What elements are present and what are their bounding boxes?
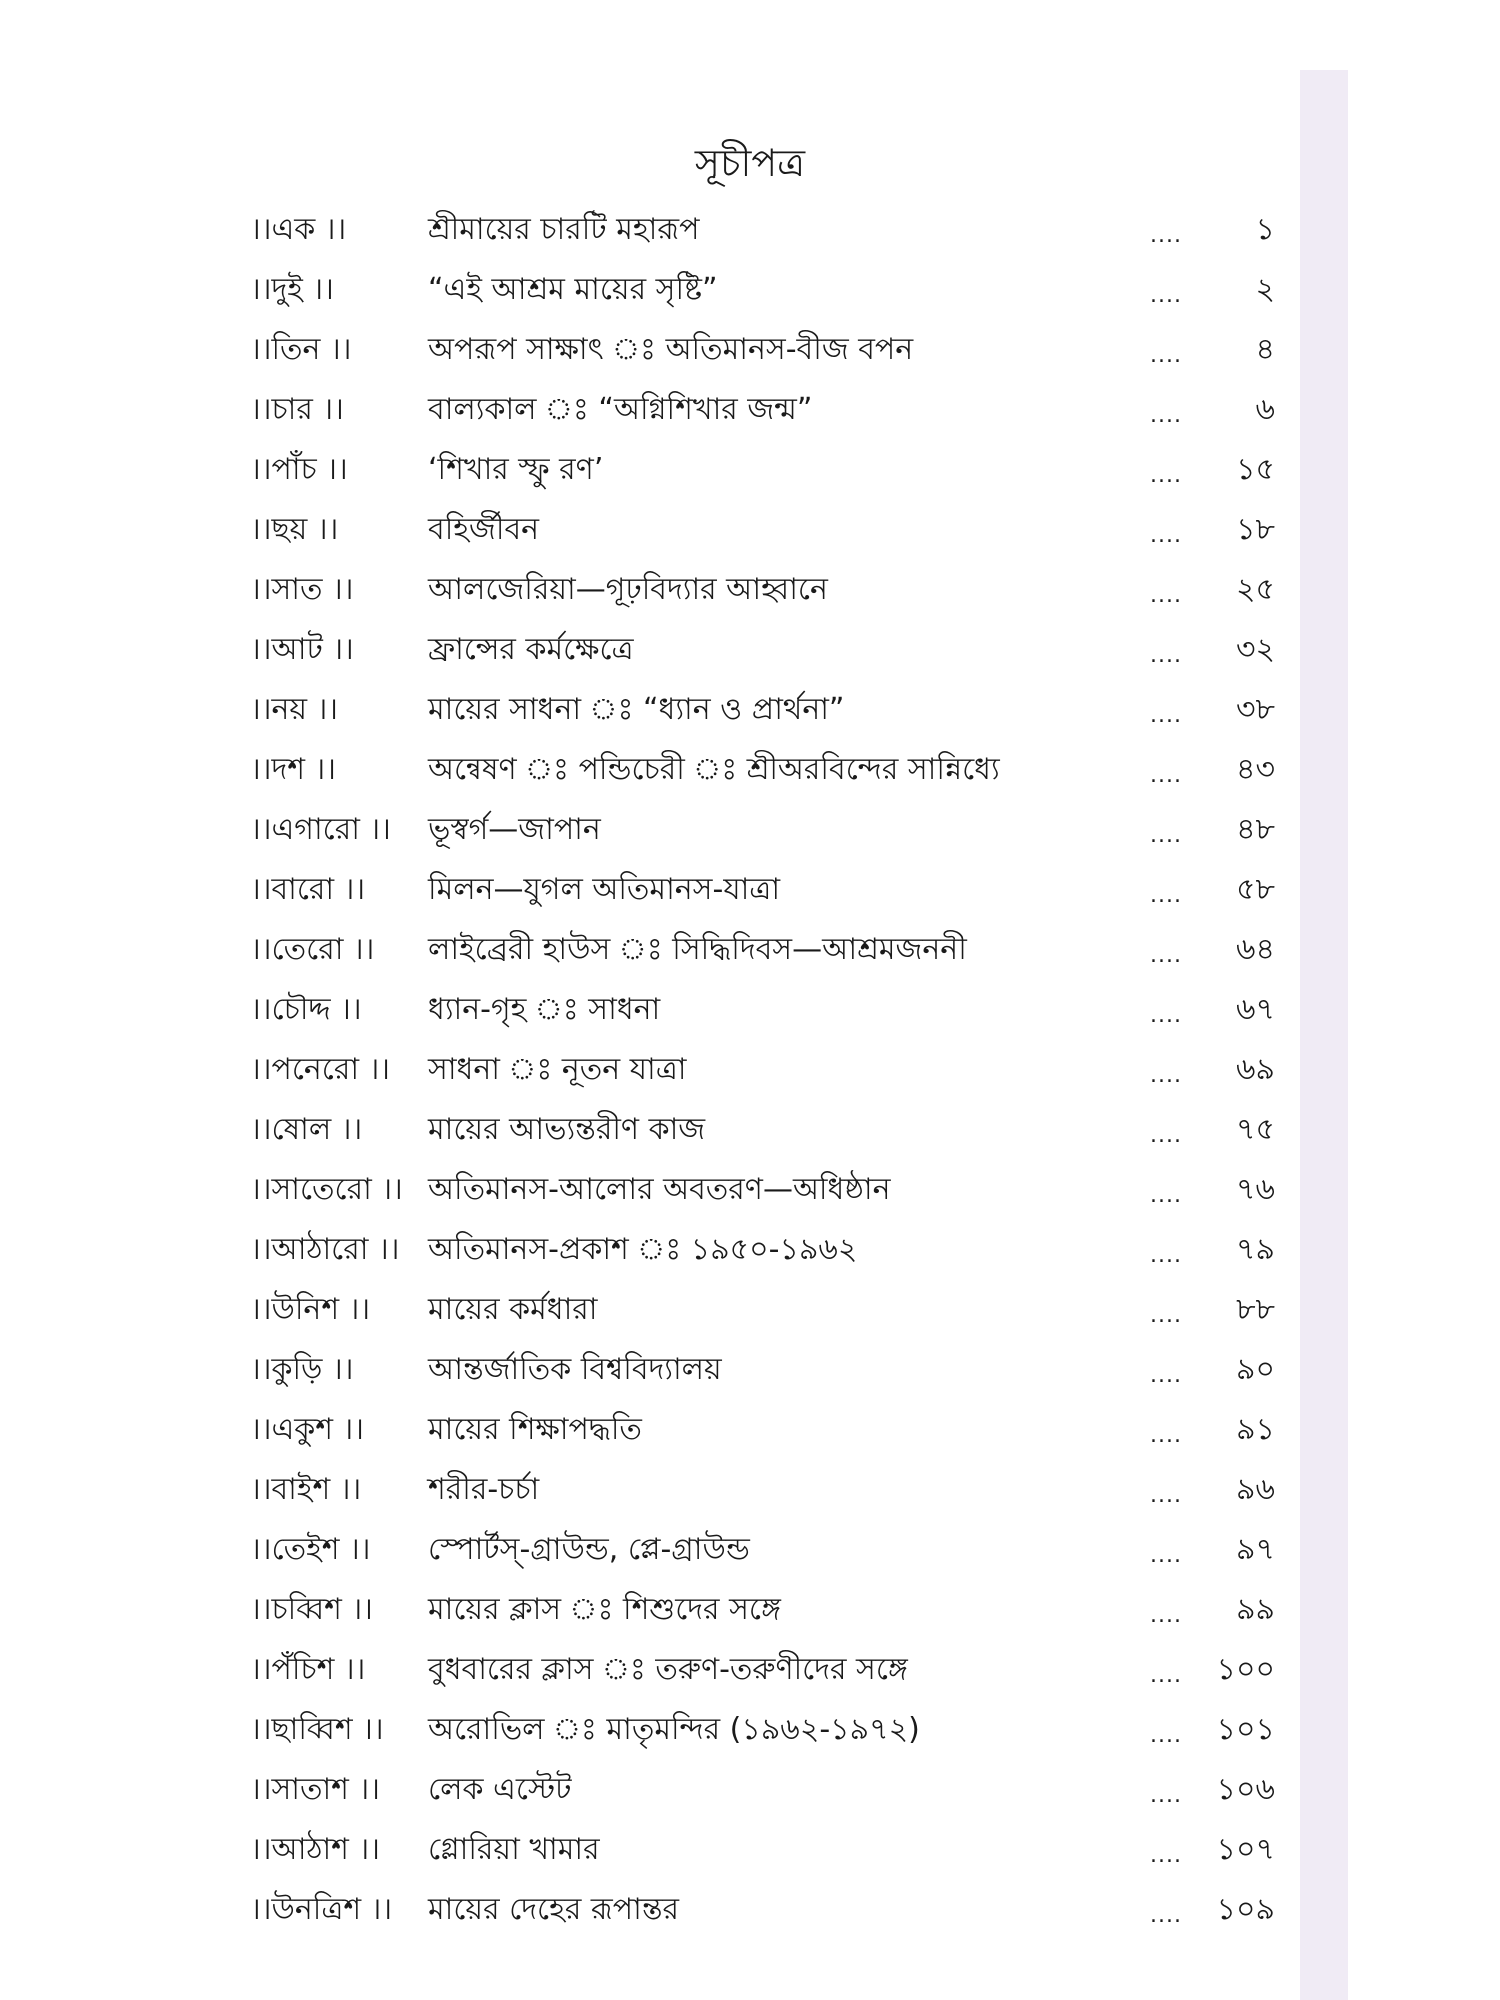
- chapter-title: অন্বেষণ ঃ পন্ডিচেরী ঃ শ্রীঅরবিন্দের সান্নিধ্যে: [428, 752, 1000, 787]
- chapter-number: ।।চব্বিশ ।।: [250, 1592, 373, 1627]
- chapter-number: ।।পাঁচ ।।: [250, 452, 348, 487]
- chapter-title: মায়ের দেহের রূপান্তর: [428, 1892, 679, 1927]
- toc-entry: [0, 685, 1500, 745]
- chapter-title: “এই আশ্রম মায়ের সৃষ্টি”: [428, 272, 718, 307]
- chapter-title: মায়ের আভ্যন্তরীণ কাজ: [428, 1112, 706, 1147]
- dot-leader: ....: [1150, 1303, 1182, 1328]
- chapter-title: মায়ের শিক্ষাপদ্ধতি: [428, 1412, 642, 1447]
- dot-leader: ....: [1150, 1423, 1182, 1448]
- chapter-title: বুধবারের ক্লাস ঃ তরুণ-তরুণীদের সঙ্গে: [428, 1652, 908, 1687]
- toc-entry: [0, 1045, 1500, 1105]
- toc-entry: [0, 1525, 1500, 1585]
- toc-entry: [0, 565, 1500, 625]
- dot-leader: ....: [1150, 1003, 1182, 1028]
- page-number: ৯৯: [1236, 1592, 1275, 1627]
- page-number: ৬৯: [1236, 1052, 1275, 1087]
- dot-leader: ....: [1150, 463, 1182, 488]
- chapter-number: ।।এক ।।: [250, 212, 347, 247]
- dot-leader: ....: [1150, 643, 1182, 668]
- chapter-number: ।।নয় ।।: [250, 692, 339, 727]
- dot-leader: ....: [1150, 283, 1182, 308]
- dot-leader: ....: [1150, 943, 1182, 968]
- chapter-number: ।।বারো ।।: [250, 872, 366, 907]
- toc-entry: [0, 925, 1500, 985]
- page-number: ১৮: [1236, 512, 1275, 547]
- chapter-number: ।।দুই ।।: [250, 272, 334, 307]
- chapter-title: আন্তর্জাতিক বিশ্ববিদ্যালয়: [428, 1352, 722, 1387]
- toc-entry: [0, 1465, 1500, 1525]
- page-number: ২: [1255, 272, 1275, 307]
- toc-entry: [0, 1165, 1500, 1225]
- chapter-title: আলজেরিয়া—গূঢ়বিদ্যার আহ্বানে: [428, 572, 828, 607]
- page-number: ৬৭: [1235, 992, 1275, 1027]
- dot-leader: ....: [1150, 1723, 1182, 1748]
- page-number: ৭৬: [1235, 1172, 1275, 1207]
- chapter-title: ভূস্বর্গ—জাপান: [428, 812, 601, 847]
- chapter-number: ।।উনিশ ।।: [250, 1292, 371, 1327]
- chapter-number: ।।সাতেরো ।।: [250, 1172, 403, 1207]
- dot-leader: ....: [1150, 343, 1182, 368]
- page-number: ৮৮: [1236, 1292, 1275, 1327]
- toc-entry: [0, 1705, 1500, 1765]
- chapter-title: অপরূপ সাক্ষাৎ ঃ অতিমানস-বীজ বপন: [428, 332, 914, 367]
- dot-leader: ....: [1150, 763, 1182, 788]
- page-number: ১০১: [1216, 1712, 1275, 1747]
- dot-leader: ....: [1150, 1063, 1182, 1088]
- toc-entry: [0, 325, 1500, 385]
- page-number: ৬৪: [1236, 932, 1275, 967]
- toc-entry: [0, 625, 1500, 685]
- chapter-title: মায়ের কর্মধারা: [428, 1292, 598, 1327]
- chapter-number: ।।একুশ ।।: [250, 1412, 365, 1447]
- chapter-title: ফ্রান্সের কর্মক্ষেত্রে: [428, 632, 634, 667]
- dot-leader: ....: [1150, 1663, 1182, 1688]
- dot-leader: ....: [1150, 1783, 1182, 1808]
- toc-entry: [0, 865, 1500, 925]
- toc-entry: [0, 205, 1500, 265]
- page-number: ৩৮: [1236, 692, 1275, 727]
- chapter-number: ।।চৌদ্দ ।।: [250, 992, 362, 1027]
- toc-entry: [0, 805, 1500, 865]
- page-title: সূচীপত্র: [694, 141, 806, 185]
- dot-leader: ....: [1150, 1543, 1182, 1568]
- page-number: ৪৩: [1236, 752, 1275, 787]
- chapter-title: অতিমানস-আলোর অবতরণ—অধিষ্ঠান: [428, 1172, 891, 1207]
- chapter-number: ।।আট ।।: [250, 632, 354, 667]
- toc-entry: [0, 1645, 1500, 1705]
- chapter-title: ধ্যান-গৃহ ঃ সাধনা: [428, 992, 661, 1027]
- chapter-number: ।।তেইশ ।।: [250, 1532, 371, 1567]
- page-number: ১: [1255, 212, 1275, 247]
- dot-leader: ....: [1150, 403, 1182, 428]
- chapter-title: লেক এস্টেট: [428, 1772, 572, 1807]
- toc-entry: [0, 1105, 1500, 1165]
- page-number: ৭৫: [1236, 1112, 1275, 1147]
- page-number: ১০০: [1216, 1652, 1275, 1687]
- chapter-title: মিলন—যুগল অতিমানস-যাত্রা: [428, 872, 781, 907]
- dot-leader: ....: [1150, 883, 1182, 908]
- chapter-title: ‘শিখার স্ফু রণ’: [428, 452, 604, 487]
- page-number: ৯৬: [1236, 1472, 1275, 1507]
- chapter-title: অরোভিল ঃ মাতৃমন্দির (১৯৬২-১৯৭২): [428, 1712, 920, 1747]
- chapter-title: অতিমানস-প্রকাশ ঃ ১৯৫০-১৯৬২: [428, 1232, 858, 1267]
- chapter-title: শরীর-চর্চা: [428, 1472, 540, 1507]
- dot-leader: ....: [1150, 583, 1182, 608]
- dot-leader: ....: [1150, 1903, 1182, 1928]
- dot-leader: ....: [1150, 703, 1182, 728]
- chapter-title: গ্লোরিয়া খামার: [428, 1832, 600, 1867]
- chapter-number: ।।চার ।।: [250, 392, 344, 427]
- chapter-number: ।।সাত ।।: [250, 572, 354, 607]
- dot-leader: ....: [1150, 1363, 1182, 1388]
- chapter-number: ।।কুড়ি ।।: [250, 1352, 354, 1387]
- page-number: ৯০: [1236, 1352, 1275, 1387]
- toc-entry: [0, 1345, 1500, 1405]
- page-number: ১০৭: [1216, 1832, 1275, 1867]
- table-of-contents: [0, 205, 1500, 1945]
- chapter-number: ।।তিন ।।: [250, 332, 352, 367]
- page-number: ৭৯: [1236, 1232, 1275, 1267]
- toc-entry: [0, 1885, 1500, 1945]
- page-number: ৪৮: [1236, 812, 1275, 847]
- chapter-number: ।।আঠারো ।।: [250, 1232, 400, 1267]
- chapter-number: ।।ছয় ।।: [250, 512, 339, 547]
- toc-entry: [0, 1585, 1500, 1645]
- toc-entry: [0, 1285, 1500, 1345]
- chapter-title: শ্রীমায়ের চারটি মহারূপ: [428, 212, 700, 247]
- toc-entry: [0, 1765, 1500, 1825]
- page-number: ৬: [1255, 392, 1275, 427]
- toc-entry: [0, 1225, 1500, 1285]
- chapter-number: ।।তেরো ।।: [250, 932, 375, 967]
- chapter-number: ।।আঠাশ ।।: [250, 1832, 380, 1867]
- toc-entry: [0, 505, 1500, 565]
- chapter-number: ।।পনেরো ।।: [250, 1052, 391, 1087]
- dot-leader: ....: [1150, 1243, 1182, 1268]
- toc-entry: [0, 385, 1500, 445]
- toc-entry: [0, 985, 1500, 1045]
- toc-entry: [0, 1825, 1500, 1885]
- toc-entry: [0, 745, 1500, 805]
- chapter-title: বাল্যকাল ঃ “অগ্নিশিখার জন্ম”: [428, 392, 813, 427]
- chapter-number: ।।পঁচিশ ।।: [250, 1652, 366, 1687]
- toc-entry: [0, 445, 1500, 505]
- chapter-title: লাইব্রেরী হাউস ঃ সিদ্ধিদিবস—আশ্রমজননী: [428, 932, 967, 967]
- dot-leader: ....: [1150, 223, 1182, 248]
- chapter-title: মায়ের সাধনা ঃ “ধ্যান ও প্রার্থনা”: [428, 692, 845, 727]
- dot-leader: ....: [1150, 1483, 1182, 1508]
- chapter-title: স্পোর্টস্-গ্রাউন্ড, প্লে-গ্রাউন্ড: [428, 1532, 750, 1567]
- page-number: ৪: [1255, 332, 1275, 367]
- chapter-number: ।।এগারো ।।: [250, 812, 391, 847]
- dot-leader: ....: [1150, 1843, 1182, 1868]
- chapter-title: সাধনা ঃ নূতন যাত্রা: [428, 1052, 687, 1087]
- chapter-number: ।।ষোল ।।: [250, 1112, 363, 1147]
- page-number: ১৫: [1236, 452, 1275, 487]
- toc-entry: [0, 1405, 1500, 1465]
- page-number: ৩২: [1235, 632, 1275, 667]
- dot-leader: ....: [1150, 1123, 1182, 1148]
- chapter-number: ।।উনত্রিশ ।।: [250, 1892, 393, 1927]
- dot-leader: ....: [1150, 823, 1182, 848]
- chapter-title: বহির্জীবন: [428, 512, 540, 547]
- page-number: ১০৬: [1216, 1772, 1275, 1807]
- toc-entry: [0, 265, 1500, 325]
- page-number: ১০৯: [1216, 1892, 1275, 1927]
- page-number: ৯১: [1236, 1412, 1275, 1447]
- dot-leader: ....: [1150, 1603, 1182, 1628]
- dot-leader: ....: [1150, 1183, 1182, 1208]
- chapter-number: ।।ছাব্বিশ ।।: [250, 1712, 384, 1747]
- dot-leader: ....: [1150, 523, 1182, 548]
- chapter-number: ।।দশ ।।: [250, 752, 336, 787]
- page-number: ৫৮: [1236, 872, 1275, 907]
- chapter-number: ।।বাইশ ।।: [250, 1472, 362, 1507]
- page-number: ২৫: [1236, 572, 1275, 607]
- page-number: ৯৭: [1236, 1532, 1275, 1567]
- chapter-title: মায়ের ক্লাস ঃ শিশুদের সঙ্গে: [428, 1592, 781, 1627]
- chapter-number: ।।সাতাশ ।।: [250, 1772, 380, 1807]
